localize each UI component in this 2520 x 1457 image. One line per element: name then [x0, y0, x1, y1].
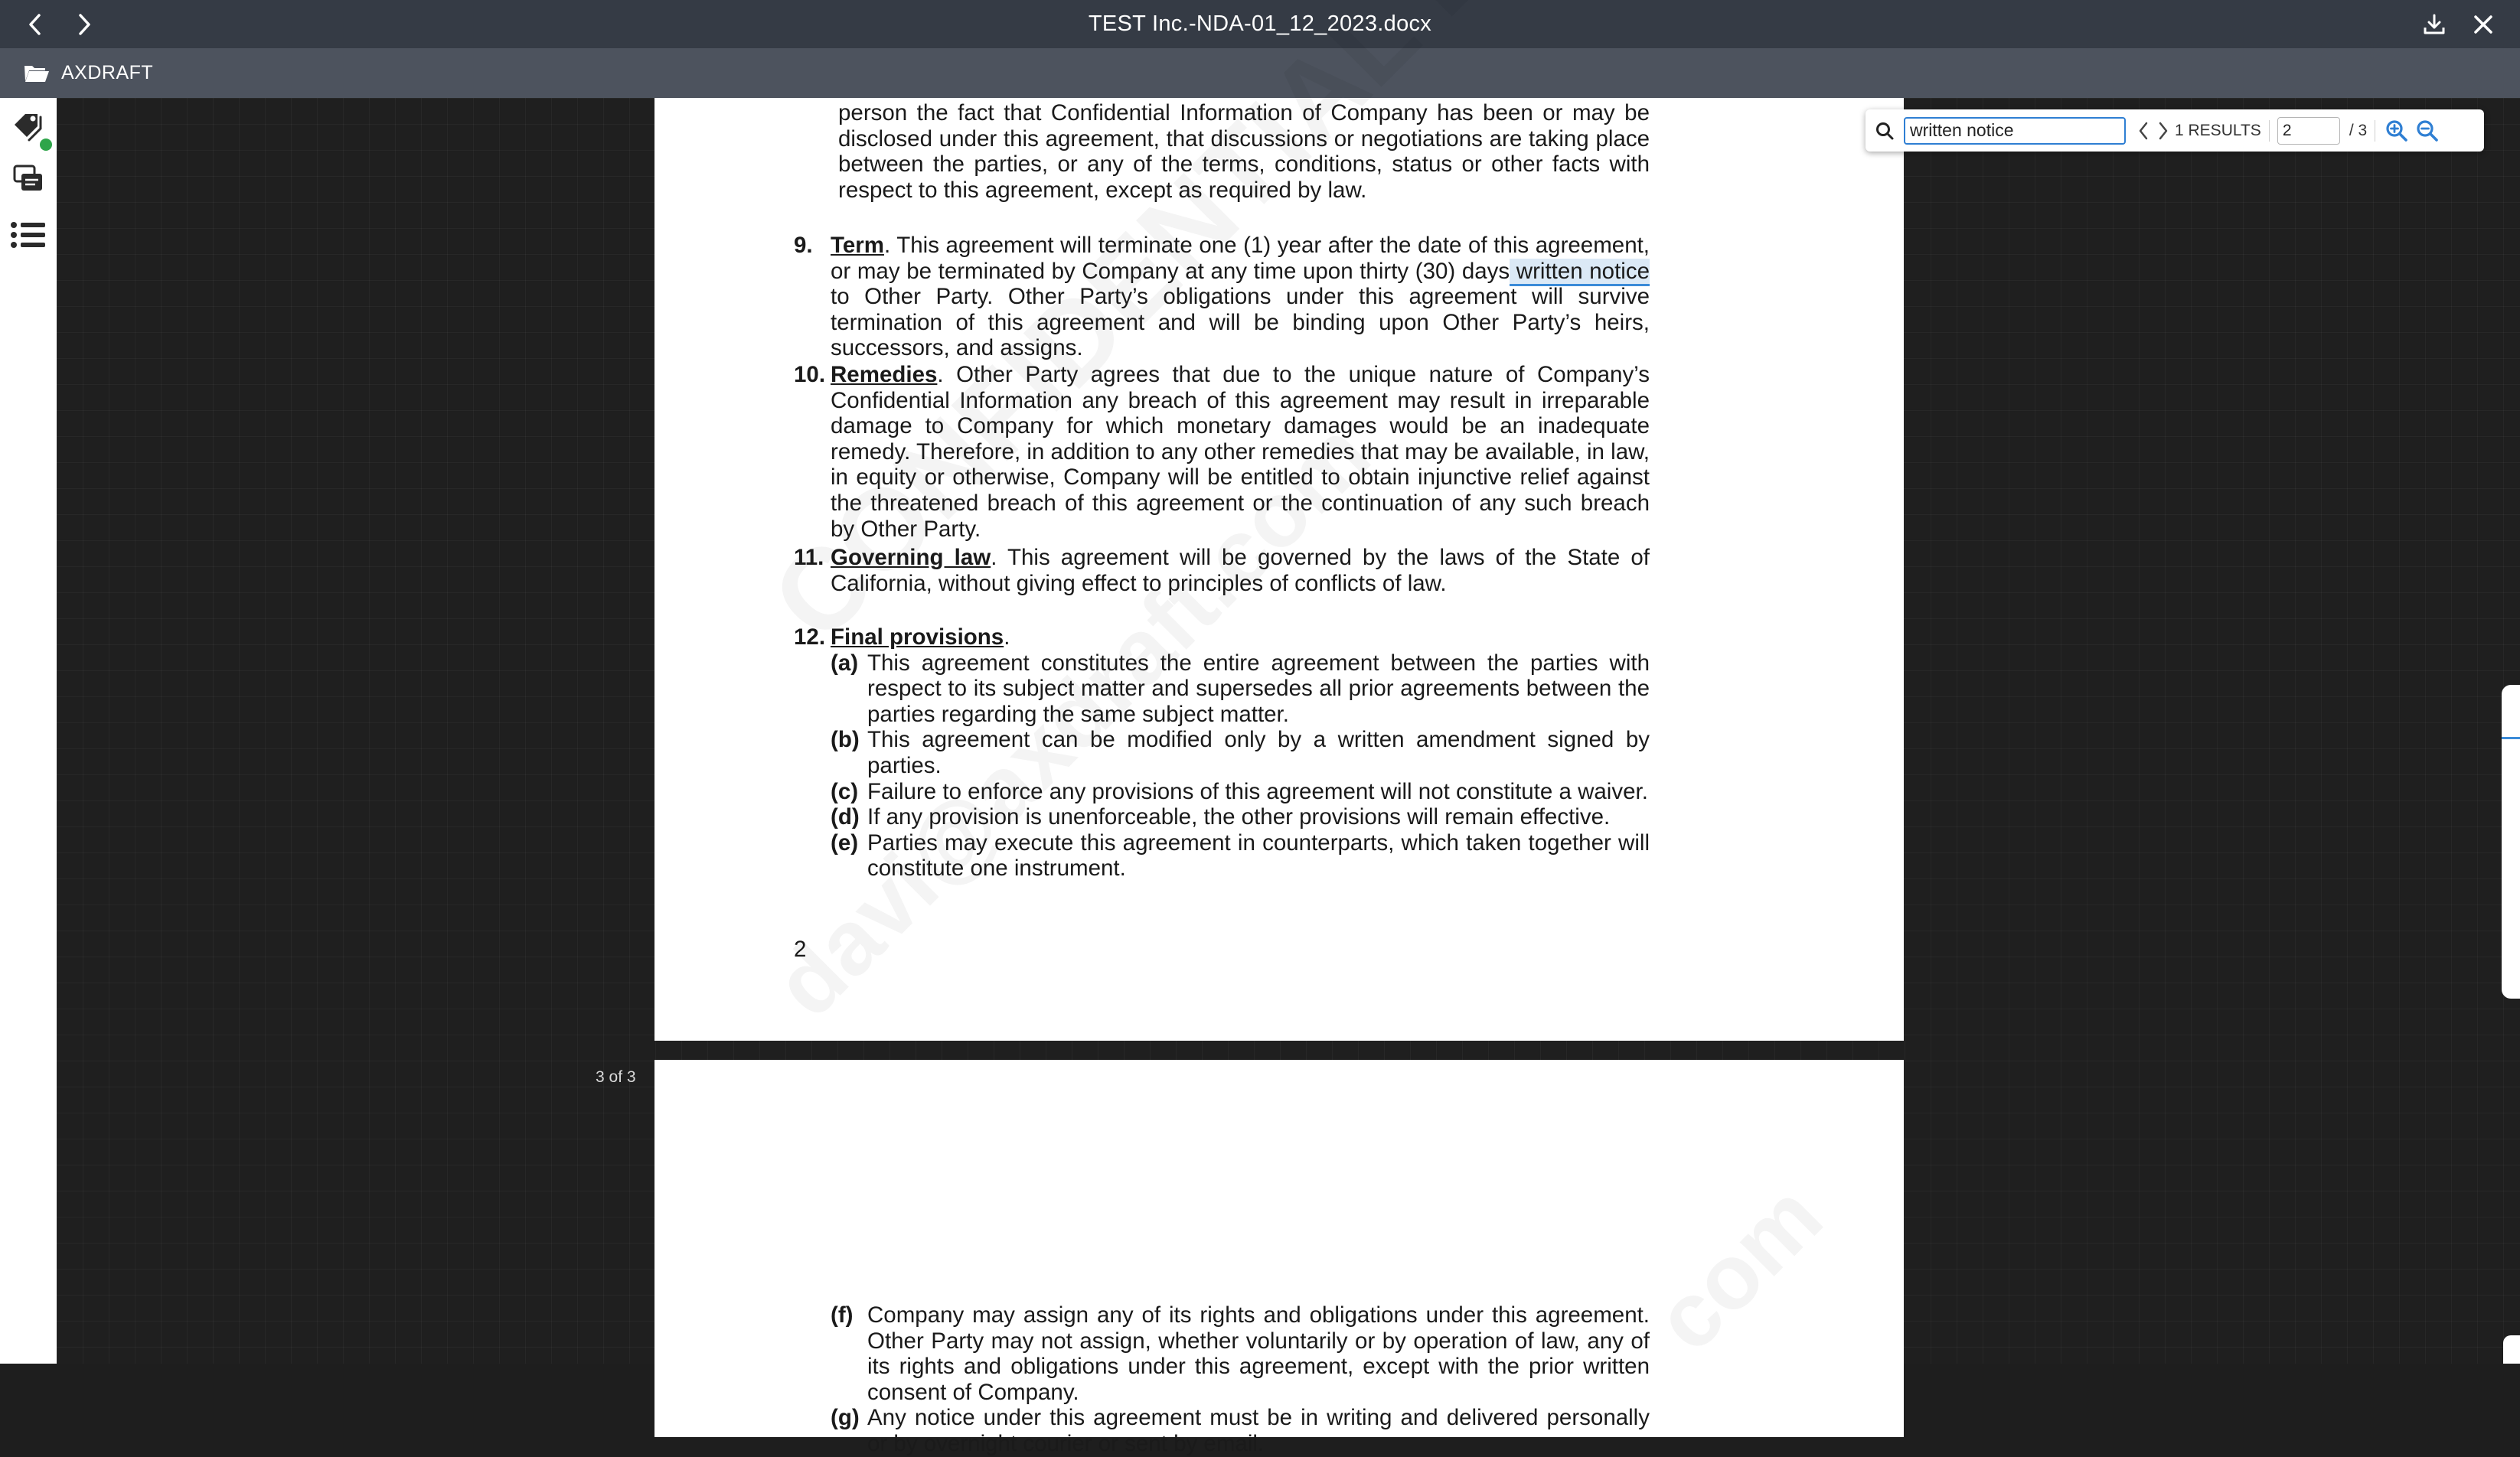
- clause-number: 11.: [794, 545, 824, 570]
- sub-clause-text: Any notice under this agreement must be in writing and delivered personally or by overnight courier or sent by email.: [867, 1405, 1650, 1456]
- clause-heading: Term: [831, 233, 884, 258]
- watermark: [1634, 1164, 1843, 1372]
- scrollbar-handle[interactable]: [2503, 1335, 2520, 1364]
- download-icon: [2422, 12, 2447, 37]
- clause-body: [831, 362, 1650, 542]
- clause-text: . This agreement will be governed by the laws of the State of California, without giving effect to principles of conflicts of law.: [831, 545, 1650, 596]
- document-viewer[interactable]: [57, 98, 2520, 1456]
- status-dot: [40, 139, 52, 151]
- sub-clause-text: This agreement constitutes the entire agreement between the parties with respect to its subject matter and supersedes all prior agreements between the parties regarding the same subject matter.: [867, 650, 1650, 727]
- page-total: / 3: [2349, 121, 2368, 139]
- outline-button[interactable]: [6, 213, 51, 257]
- sub-clause-text: Parties may execute this agreement in counterparts, which taken together will constitute one instrument.: [867, 830, 1650, 882]
- chevron-right-icon: [2157, 121, 2169, 141]
- chevron-left-icon: [2137, 121, 2150, 141]
- clause-text: . Other Party agrees that due to the unique nature of Company’s Confidential Information any breach of this agreement may result in irreparable damage to Company for which monetary damages would be an inadequate remedy. Therefore, in addition to any other remedies that may be available, in law, in equity or otherwise, Company will be entitled to obtain injunctive relief against the threatened breach of this agreement or the continuation of any such breach by Other Party.: [831, 362, 1650, 542]
- sub-clause-text: If any provision is unenforceable, the other provisions will remain effective.: [867, 804, 1611, 830]
- search-input[interactable]: [1904, 117, 2126, 145]
- zoom-in-button[interactable]: [2383, 119, 2411, 142]
- comments-button[interactable]: [6, 157, 51, 201]
- clause-term: [794, 233, 1650, 361]
- sub-clause-list: [831, 650, 1650, 882]
- sub-clause: [831, 804, 1650, 830]
- sub-clause-letter: (d): [831, 804, 860, 830]
- clause-final-provisions: [794, 624, 1650, 882]
- sub-clause-list: [831, 1302, 1650, 1457]
- tags-button[interactable]: [6, 104, 51, 148]
- download-button[interactable]: [2417, 8, 2451, 41]
- sub-clause: [831, 650, 1650, 728]
- close-button[interactable]: [2466, 8, 2500, 41]
- clause-remedies: [794, 362, 1650, 542]
- page-number: 2: [794, 937, 807, 962]
- sub-clause: [831, 727, 1650, 778]
- clause-governing-law: [794, 545, 1650, 596]
- breadcrumb[interactable]: [23, 48, 153, 98]
- clause-number: 10.: [794, 362, 826, 387]
- search-result-marker: [2502, 737, 2520, 739]
- side-rail: [0, 98, 57, 1364]
- tags-icon: [11, 111, 45, 142]
- sub-clause-text: Failure to enforce any provisions of this agreement will not constitute a waiver.: [867, 778, 1648, 804]
- sub-clause-letter: (g): [831, 1405, 860, 1431]
- clause-text: to Other Party. Other Party’s obligations under this agreement will survive termination of this agreement and will be binding upon Other Party’s heirs, successors, and assigns.: [831, 284, 1650, 361]
- page-2: [654, 98, 1904, 1041]
- sub-clause-letter: (a): [831, 650, 859, 676]
- clause-body: [831, 233, 1650, 361]
- clause-number: 9.: [794, 233, 813, 258]
- search-highlight[interactable]: written notice: [1510, 259, 1650, 286]
- divider: [2269, 120, 2270, 142]
- clause-body: [831, 624, 1650, 650]
- vertical-scrollbar[interactable]: [2502, 685, 2520, 999]
- page-3: [654, 1060, 1904, 1456]
- results-count: 1 RESULTS: [2175, 121, 2261, 139]
- sub-clause-text: This agreement can be modified only by a written amendment signed by parties.: [867, 727, 1650, 778]
- clause-body: [831, 545, 1650, 596]
- page-number-input[interactable]: [2277, 117, 2340, 145]
- folder-open-icon: [23, 63, 51, 84]
- sub-clause: [831, 830, 1650, 882]
- search-icon: [1866, 121, 1904, 141]
- sub-clause-letter: (b): [831, 727, 860, 753]
- breadcrumb-bar: [0, 48, 2520, 98]
- sub-clause-letter: (e): [831, 830, 859, 856]
- next-result-button[interactable]: [2153, 121, 2173, 141]
- clause-text: .: [1004, 624, 1010, 650]
- zoom-in-icon: [2385, 119, 2408, 142]
- sub-clause: [831, 1405, 1650, 1456]
- sub-clause-letter: (f): [831, 1302, 854, 1328]
- sub-clause: [831, 779, 1650, 805]
- sub-clause-letter: (c): [831, 778, 859, 804]
- clause-final-provisions-continued: [794, 1302, 1650, 1457]
- list-icon: [10, 220, 47, 250]
- comments-icon: [12, 164, 44, 194]
- sub-clause-text: Company may assign any of its rights and obligations under this agreement. Other Party may not assign, whether voluntarily or by operation of law, any of its rights and obligations under this agreement, except with the prior written consent of Company.: [867, 1302, 1650, 1405]
- clause-heading: Governing law: [831, 545, 991, 570]
- paragraph: person the fact that Confidential Information of Company has been or may be disclosed under this agreement, that discussions or negotiations are taking place between the parties, or any of the terms, conditions, status or other facts with respect to this agreement, except as required by law.: [838, 100, 1650, 203]
- document-title: TEST Inc.-NDA-01_12_2023.docx: [1088, 11, 1432, 36]
- page-indicator: 3 of 3: [596, 1068, 636, 1086]
- zoom-out-icon: [2416, 119, 2439, 142]
- clause-number: 12.: [794, 624, 826, 650]
- clause-heading: Final provisions: [831, 624, 1004, 650]
- previous-result-button[interactable]: [2133, 121, 2153, 141]
- sub-clause: [831, 1302, 1650, 1405]
- find-bar: [1866, 109, 2484, 152]
- close-icon: [2472, 13, 2495, 36]
- zoom-out-button[interactable]: [2414, 119, 2441, 142]
- clause-text: . This agreement will terminate one (1) year after the date of this agreement, or may be terminated by Company at any time upon thirty (30) days: [831, 233, 1650, 284]
- clause-heading: Remedies: [831, 362, 938, 387]
- breadcrumb-folder[interactable]: AXDRAFT: [61, 62, 154, 83]
- title-bar: [0, 0, 2520, 48]
